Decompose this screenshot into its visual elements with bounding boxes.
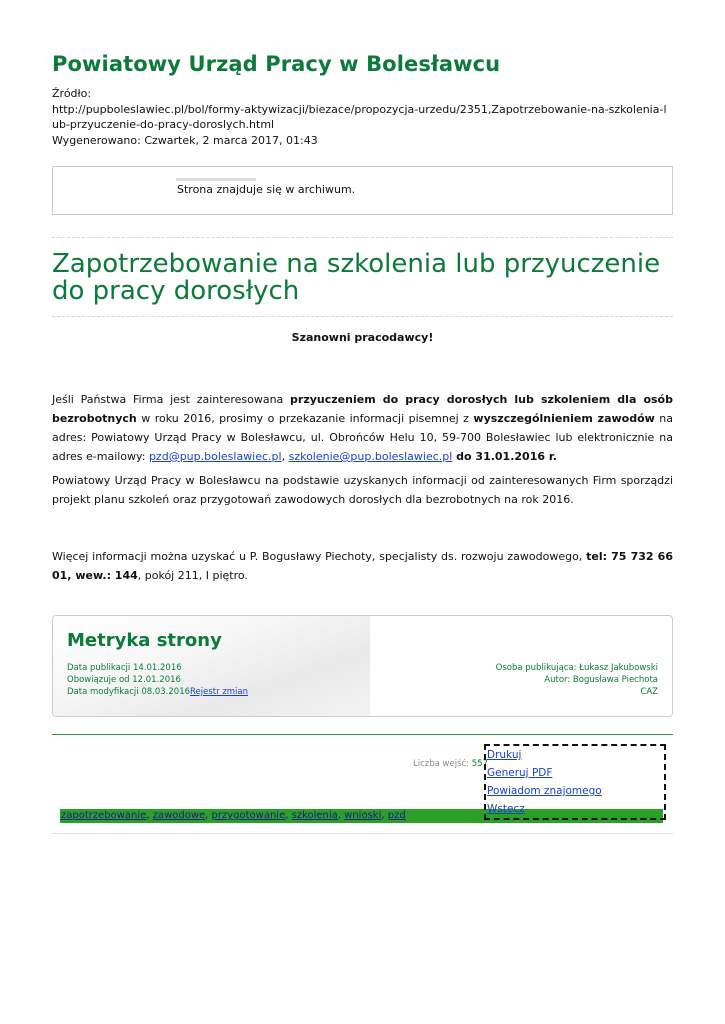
archive-divider xyxy=(176,178,256,181)
publication-date: Data publikacji 14.01.2016 xyxy=(67,663,182,673)
page-actions xyxy=(484,744,666,820)
visit-counter xyxy=(413,759,488,769)
tag-separator: , xyxy=(146,810,153,821)
page-title: Zapotrzebowanie na szkolenia lub przyuczenie do pracy dorosłych xyxy=(52,249,661,306)
change-history-link[interactable]: Rejestr zmian xyxy=(190,687,249,697)
generated-date: Wygenerowano: Czwartek, 2 marca 2017, 01:43 xyxy=(52,133,318,147)
archive-notice: Strona znajduje się w archiwum. xyxy=(177,183,356,196)
source-label: Źródło: xyxy=(52,87,92,100)
notify-friend-link[interactable]: Powiadom znajomego xyxy=(487,785,602,797)
tag-list xyxy=(61,810,406,822)
footer-top-line xyxy=(52,734,673,735)
p3-phone: tel: 75 732 66 01, wew.: 144 xyxy=(52,550,673,582)
archive-notice-box xyxy=(52,166,673,215)
p1-bold-1: przyuczeniem do pracy dorosłych lub szkoleniem dla osób bezrobotnych xyxy=(52,393,673,425)
tag-link[interactable]: zapotrzebowanie xyxy=(61,810,147,821)
site-title: Powiatowy Urząd Pracy w Bolesławcu xyxy=(52,52,501,76)
valid-from-date: Obowiązuje od 12.01.2016 xyxy=(67,675,181,685)
email-link-pzd[interactable]: pzd@pup.boleslawiec.pl xyxy=(148,450,282,463)
p1-text-2: w roku 2016, prosimy o przekazanie informacji pisemnej z xyxy=(136,412,474,425)
email-link-szkolenie[interactable]: szkolenie@pup.boleslawiec.pl xyxy=(288,450,453,463)
source-meta xyxy=(52,86,673,148)
tag-link[interactable]: wnioski xyxy=(344,810,382,821)
p3-text-2: , pokój 211, I piętro. xyxy=(137,569,248,582)
tag-link[interactable]: zawodowe xyxy=(152,810,206,821)
back-link[interactable]: Wstecz xyxy=(487,803,525,815)
visits-count: 557 xyxy=(471,759,488,769)
paragraph-1 xyxy=(52,390,673,466)
unit: CAZ xyxy=(640,687,658,697)
paragraph-2: Powiatowy Urząd Pracy w Bolesławcu na podstawie uzyskanych informacji od zainteresowanych Firm sporządzi projekt planu szkoleń oraz przygotowań zawodowych dorosłych dla bezrobotnych na rok 2016. xyxy=(52,474,673,506)
tag-link[interactable]: pzd xyxy=(387,810,406,821)
modification-date: Data modyfikacji 08.03.2016 xyxy=(67,687,191,697)
publisher: Osoba publikująca: Łukasz Jakubowski xyxy=(495,663,658,673)
paragraph-3 xyxy=(52,547,673,585)
p1-bold-2: wyszczególnieniem zawodów xyxy=(473,412,655,425)
p1-deadline: do 31.01.2016 r. xyxy=(452,450,557,463)
metric-title: Metryka strony xyxy=(67,630,222,651)
footer-bottom-line xyxy=(52,833,673,834)
p1-text-3: na adres: Powiatowy Urząd Pracy w Bolesławcu, ul. Obrońców Helu 10, 59-700 Bolesławiec lub elektronicznie na adres e-mailowy: xyxy=(52,412,673,463)
divider-top xyxy=(52,237,673,238)
p1-text-1: Jeśli Państwa Firma jest zainteresowana xyxy=(52,393,291,406)
visits-label: Liczba wejść: xyxy=(413,759,470,769)
metric-dates xyxy=(67,662,248,698)
author: Autor: Bogusława Piechota xyxy=(544,675,658,685)
modification-row xyxy=(67,686,248,698)
tag-separator: , xyxy=(337,810,345,821)
page-metric-box xyxy=(52,615,673,717)
source-url: http://pupboleslawiec.pl/bol/formy-aktywizacji/biezace/propozycja-urzedu/2351,Zapotrzebowanie-na-szkolenia-lub-przyuczenie-do-pracy-doroslych.html xyxy=(52,102,667,131)
tag-separator: , xyxy=(381,810,388,821)
divider-title xyxy=(52,316,673,317)
tag-separator: , xyxy=(285,810,292,821)
generate-pdf-link[interactable]: Generuj PDF xyxy=(487,767,553,779)
tag-separator: , xyxy=(205,810,212,821)
p1-separator: , xyxy=(281,450,289,463)
print-link[interactable]: Drukuj xyxy=(487,749,522,761)
greeting: Szanowni pracodawcy! xyxy=(291,331,434,344)
metric-people xyxy=(496,662,658,698)
p3-text-1: Więcej informacji można uzyskać u P. Bogusławy Piechoty, specjalisty ds. rozwoju zawodowego, xyxy=(52,550,587,563)
tag-link[interactable]: przygotowanie xyxy=(211,810,286,821)
tag-link[interactable]: szkolenia xyxy=(291,810,338,821)
